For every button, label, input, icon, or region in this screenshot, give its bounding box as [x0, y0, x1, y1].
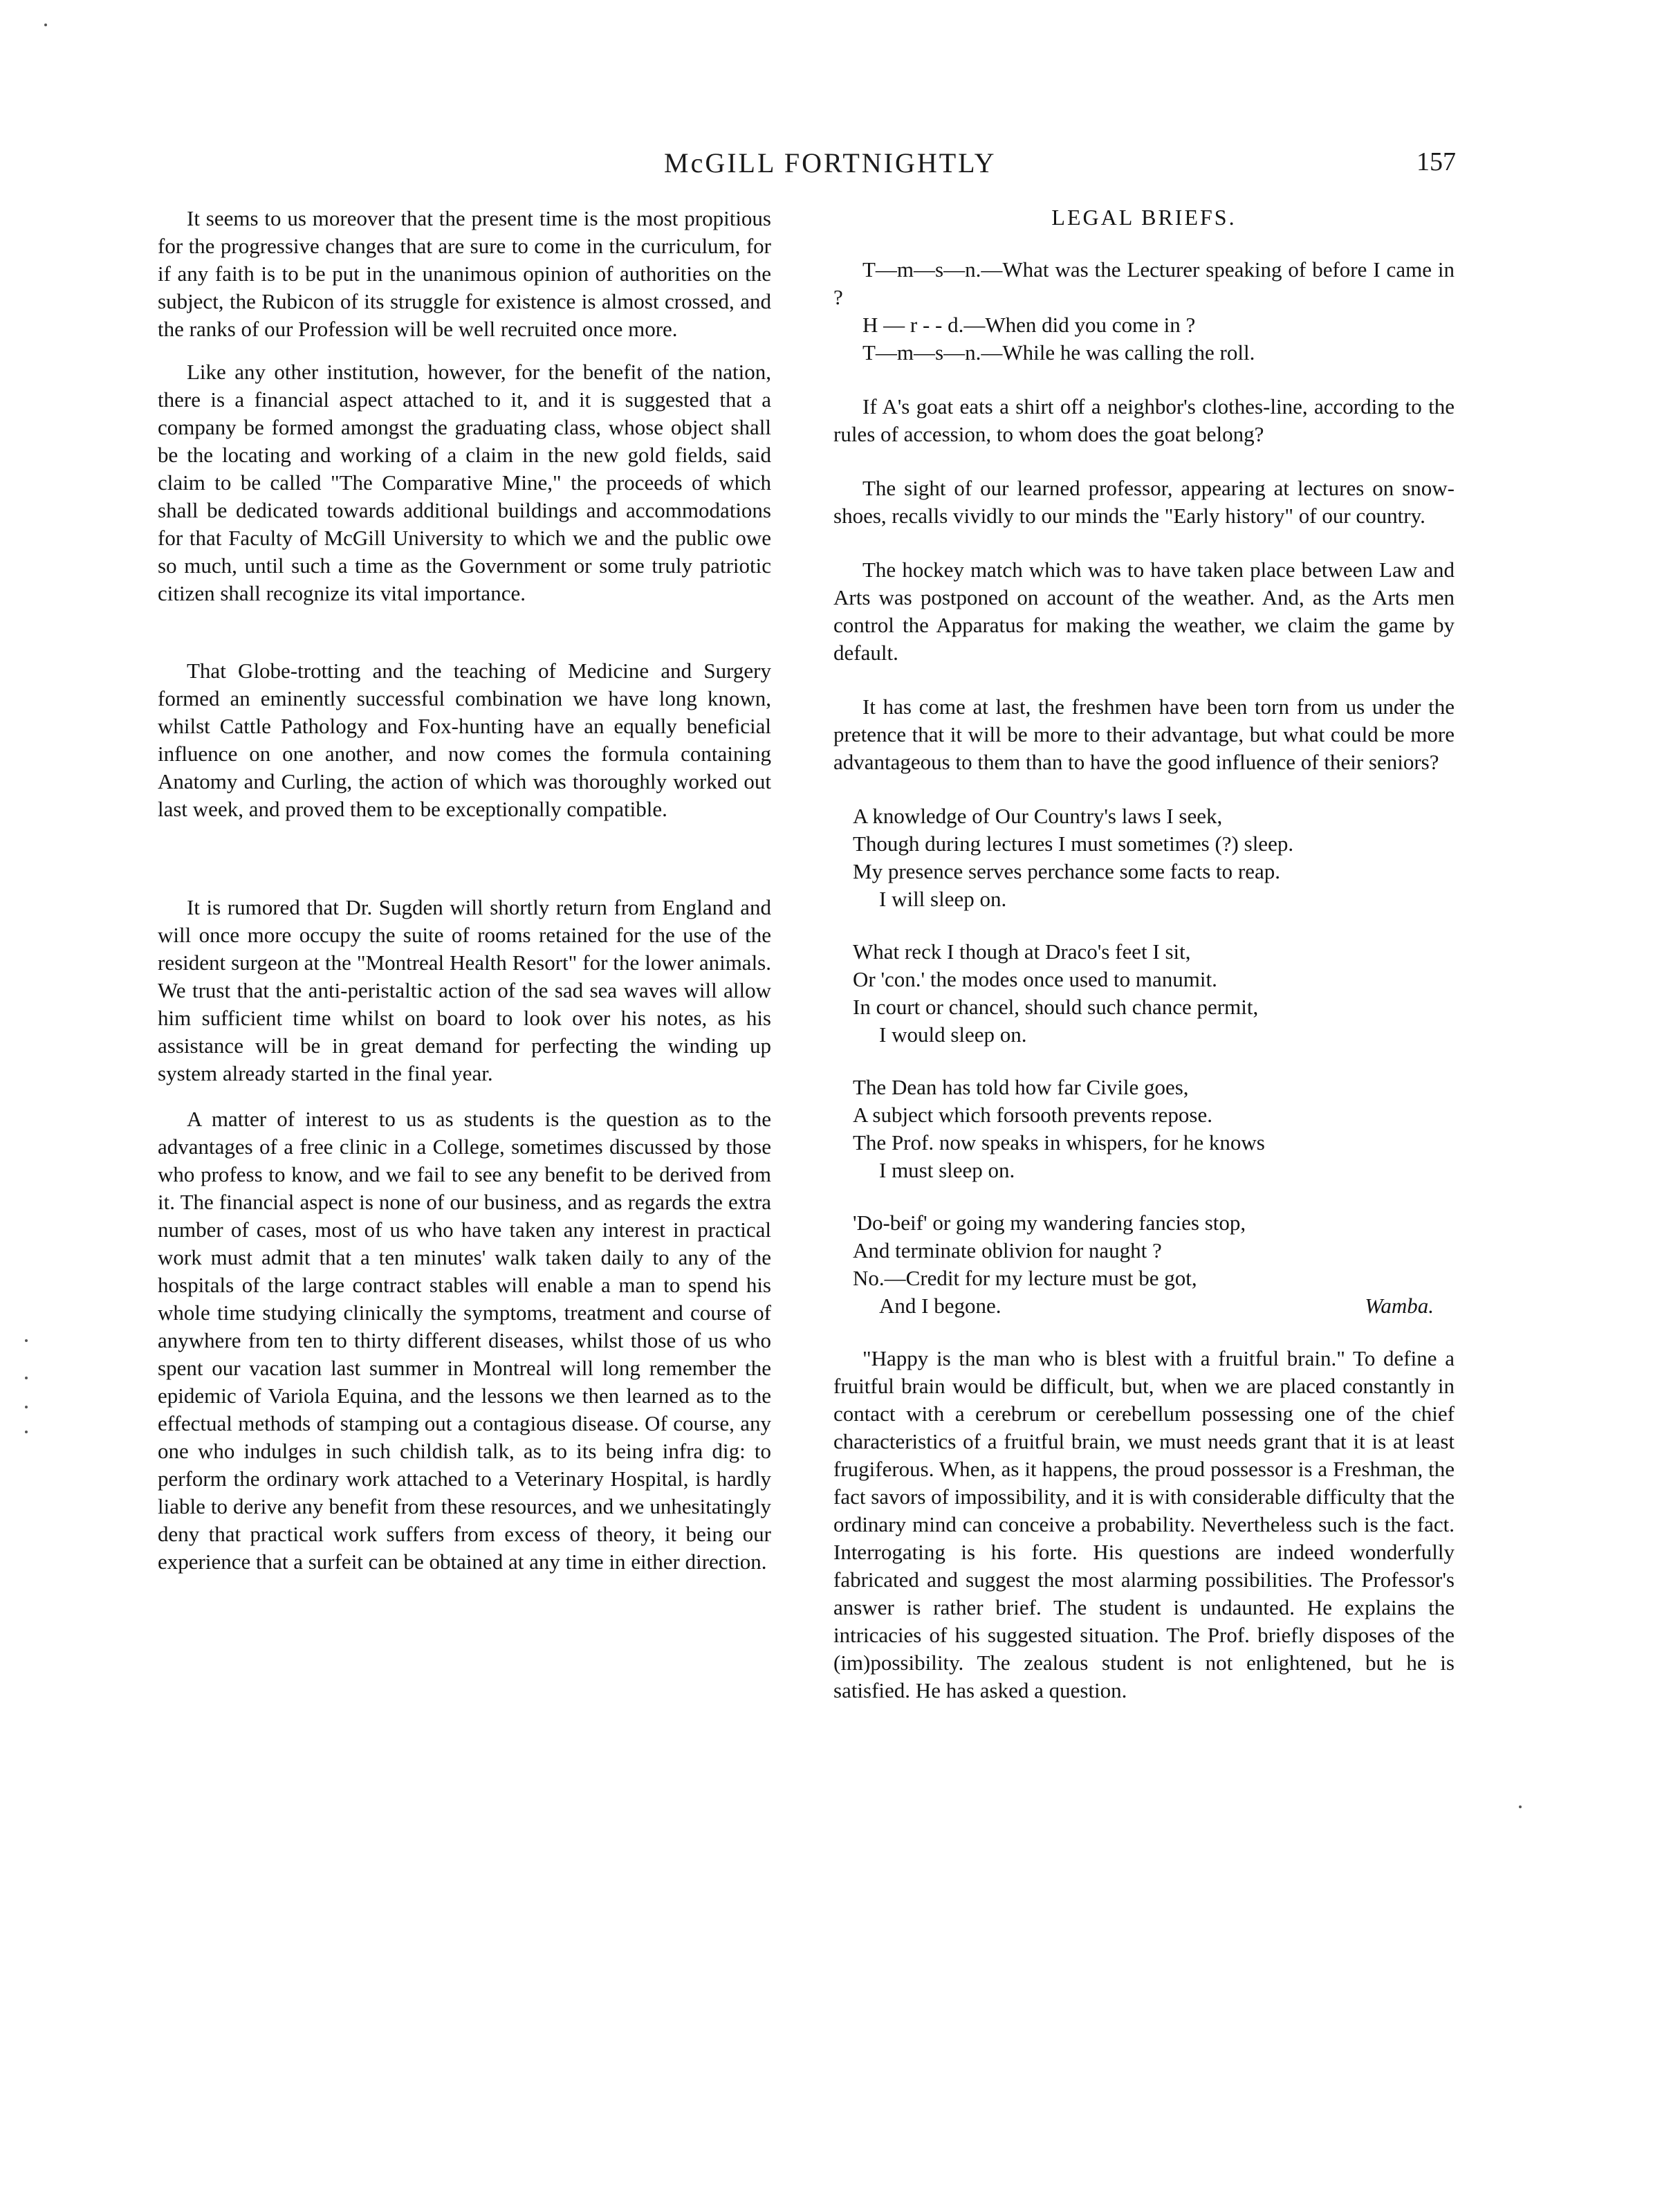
- poem-line: 'Do-beif' or going my wandering fancies stop,: [853, 1211, 1246, 1235]
- paragraph-curriculum: It seems to us moreover that the present time is the most propitious for the progressive changes that are sure to come in the curriculum, for if any faith is to be put in the unanimous opinion of authorities on the subject, the Rubicon of its struggle for existence is almost crossed, and the ranks of our Profession will be well recruited once more.: [158, 206, 771, 341]
- brief-hockey-match: The hockey match which was to have taken place between Law and Arts was postponed on account of the weather. And, as the Arts men control the Apparatus for making the weather, we claim the game by default.: [833, 558, 1455, 665]
- paragraph-globe-trotting: That Globe-trotting and the teaching of Medicine and Surgery formed an eminently successful combination we have long known, whilst Cattle Pathology and Fox-hunting have an equally beneficial influence on one another, and now comes the formula containing Anatomy and Curling, the action of which was thoroughly worked out last week, and proved them to be exceptionally compatible.: [158, 659, 771, 821]
- poem-refrain: [879, 1292, 1455, 1320]
- section-title-legal-briefs: LEGAL BRIEFS.: [1051, 205, 1237, 230]
- page-number: 157: [1416, 147, 1456, 176]
- poem-line: The Dean has told how far Civile goes,: [853, 1075, 1189, 1099]
- scan-speck: [25, 1406, 28, 1408]
- poem-line: What reck I though at Draco's feet I sit,: [853, 939, 1191, 964]
- scan-speck: [1519, 1805, 1522, 1808]
- poem-stanza: [833, 1074, 1455, 1184]
- poem-refrain-text: And I begone.: [879, 1294, 1001, 1318]
- poem-line: Though during lectures I must sometimes (?) sleep.: [853, 831, 1294, 856]
- paragraph-comparative-mine: Like any other institution, however, for the benefit of the nation, there is a financial aspect attached to it, and it is suggested that a company be formed amongst the graduating class, whose object shall be the locating and working of a claim in the new gold fields, said claim to be called "The Comparative Mine," the proceeds of which shall be dedicated towards additional buildings and accommodations for that Faculty of McGill University to which we and the public owe so much, until such a time as the Government or some truly patriotic citizen shall recognize its vital importance.: [158, 360, 771, 605]
- paragraph-dr-sugden: It is rumored that Dr. Sugden will shortly return from England and will once more occupy the suite of rooms retained for the use of the resident surgeon at the "Montreal Health Resort" for the lower animals. We trust that the anti-peristaltic action of the sad sea waves will allow him sufficient time whilst on board to look over his notes, as his assistance will be in great demand for perfecting the winding up system already started in the final year.: [158, 895, 771, 1085]
- dialogue-line: H — r - - d.—When did you come in ?: [862, 313, 1196, 337]
- dialogue-block: [833, 256, 1455, 367]
- poem-line: My presence serves perchance some facts to reap.: [853, 859, 1280, 883]
- poem-signature: Wamba.: [1365, 1294, 1434, 1318]
- scan-speck: [25, 1431, 28, 1433]
- paragraph-fruitful-brain: "Happy is the man who is blest with a fruitful brain." To define a fruitful brain would be difficult, but, when we are placed constantly in contact with a cerebrum or cerebellum possessing one of the chief characteristics of a fruitful brain, we must needs grant that it is at least frugiferous. When, as it happens, the proud possessor is a Freshman, the fact savors of impossibility, and it is with considerable difficulty that the ordinary mind can conceive a probability. Nevertheless such is the fact. Interrogating is his forte. His questions are indeed wonderfully fabricated and suggest the most alarming possibilities. The Professor's answer is rather brief. The student is undaunted. He explains the intricacies of his suggested situation. The Prof. briefly disposes of the (im)possibility. The zealous student is not enlightened, but he is satisfied. He has asked a question.: [833, 1346, 1455, 1702]
- poem-stanza: [833, 802, 1455, 913]
- brief-freshmen: It has come at last, the freshmen have been torn from us under the pretence that it will be more to their advantage, but what could be more advantageous to them than to have the good influence of their seniors?: [833, 695, 1455, 774]
- scan-speck: [25, 1377, 28, 1379]
- poem-line: Or 'con.' the modes once used to manumit.: [853, 967, 1217, 991]
- brief-snow-shoes: The sight of our learned professor, appearing at lectures on snow-shoes, recalls vividly to our minds the "Early history" of our country.: [833, 476, 1455, 528]
- dialogue-line: T—m—s—n.—While he was calling the roll.: [862, 340, 1255, 365]
- poem: [833, 802, 1455, 1320]
- poem-line: A subject which forsooth prevents repose.: [853, 1103, 1212, 1127]
- poem-refrain: I would sleep on.: [879, 1022, 1027, 1047]
- left-column: [158, 205, 771, 1576]
- paragraph-free-clinic: A matter of interest to us as students is the question as to the advantages of a free clinic in a College, sometimes discussed by those who profess to know, and we fail to see any benefit to be derived from it. The financial aspect is none of our business, and as regards the extra number of cases, most of us who have taken any interest in practical work must admit that a ten minutes' walk taken daily to any of the hospitals of the large contract stables will enable a man to spend his whole time studying clinically the symptoms, treatment and course of anywhere from ten to thirty different diseases, whilst those of us who spent our vacation last summer in Montreal will long remember the epidemic of Variola Equina, and the lessons we then learned as to the effectual methods of stamping out a contagious disease. Of course, any one who indulges in such childish talk, as to its being infra dig: to perform the ordinary work attached to a Veterinary Hospital, is hardly liable to derive any benefit from these resources, and we unhesitatingly deny that practical work suffers from excess of theory, it being our experience that a surfeit can be obtained at any time in either direction.: [158, 1107, 771, 1574]
- right-column: [833, 205, 1455, 1704]
- brief-goat: If A's goat eats a shirt off a neighbor's clothes-line, according to the rules of accession, to whom does the goat belong?: [833, 394, 1455, 446]
- scan-speck: [44, 24, 47, 26]
- dialogue-line: T—m—s—n.—What was the Lecturer speaking of before I came in ?: [833, 257, 1455, 309]
- poem-stanza: [833, 938, 1455, 1049]
- scan-speck: [25, 1339, 28, 1342]
- poem-line: No.—Credit for my lecture must be got,: [853, 1266, 1197, 1290]
- poem-line: In court or chancel, should such chance permit,: [853, 995, 1259, 1019]
- poem-stanza: [833, 1209, 1455, 1320]
- poem-line: A knowledge of Our Country's laws I seek,: [853, 804, 1223, 828]
- poem-line: And terminate oblivion for naught ?: [853, 1238, 1162, 1262]
- poem-line: The Prof. now speaks in whispers, for he knows: [853, 1130, 1265, 1155]
- running-title: McGILL FORTNIGHTLY: [664, 147, 997, 178]
- poem-refrain: I must sleep on.: [879, 1158, 1015, 1182]
- poem-refrain: I will sleep on.: [879, 887, 1007, 911]
